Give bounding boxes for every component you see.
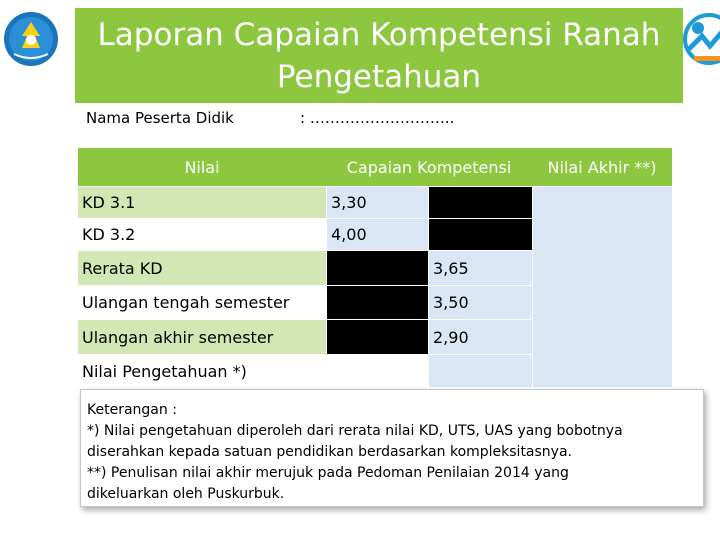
header-nilai: Nilai [78, 148, 326, 186]
row-label-kd-3-2: KD 3.2 [78, 219, 326, 250]
tut-wuri-handayani-logo [2, 10, 60, 68]
row-value-uts: 3,50 [429, 286, 532, 319]
student-name-label: Nama Peserta Didik [86, 109, 234, 127]
row-label-rerata-kd: Rerata KD [78, 251, 326, 285]
student-name-value: : ……………………….. [300, 109, 455, 127]
kurikulum-2013-logo [680, 10, 720, 68]
blacked-cell [327, 286, 428, 319]
row-label-uts: Ulangan tengah semester [78, 286, 326, 319]
title-banner [75, 8, 683, 103]
header-capaian-kompetensi: Capaian Kompetensi [326, 148, 532, 186]
row-value-uas: 2,90 [429, 320, 532, 354]
notes-box [80, 389, 704, 507]
row-label-nilai-pengetahuan: Nilai Pengetahuan *) [78, 355, 427, 387]
row-value-nilai-pengetahuan [429, 355, 532, 387]
notes-line: *) Nilai pengetahuan diperoleh dari rerata nilai KD, UTS, UAS yang bobotnya [87, 423, 623, 439]
page-title: Laporan Capaian Kompetensi Ranah Pengetahuan [97, 16, 661, 95]
header-nilai-akhir: Nilai Akhir **) [532, 148, 672, 186]
notes-line: diserahkan kepada satuan pendidikan berdasarkan kompleksitasnya. [87, 444, 572, 460]
blacked-cell [429, 187, 532, 218]
notes-line: **) Penulisan nilai akhir merujuk pada Pedoman Penilaian 2014 yang [87, 465, 569, 481]
nilai-akhir-cell [533, 187, 672, 387]
blacked-cell [327, 320, 428, 354]
row-value-kd-3-2: 4,00 [327, 219, 428, 250]
notes-line: dikeluarkan oleh Puskurbuk. [87, 486, 285, 502]
row-value-rerata-kd: 3,65 [429, 251, 532, 285]
row-value-kd-3-1: 3,30 [327, 187, 428, 218]
blacked-cell [429, 219, 532, 250]
notes-heading: Keterangan : [87, 402, 177, 418]
row-label-uas: Ulangan akhir semester [78, 320, 326, 354]
row-label-kd-3-1: KD 3.1 [78, 187, 326, 218]
blacked-cell [327, 251, 428, 285]
